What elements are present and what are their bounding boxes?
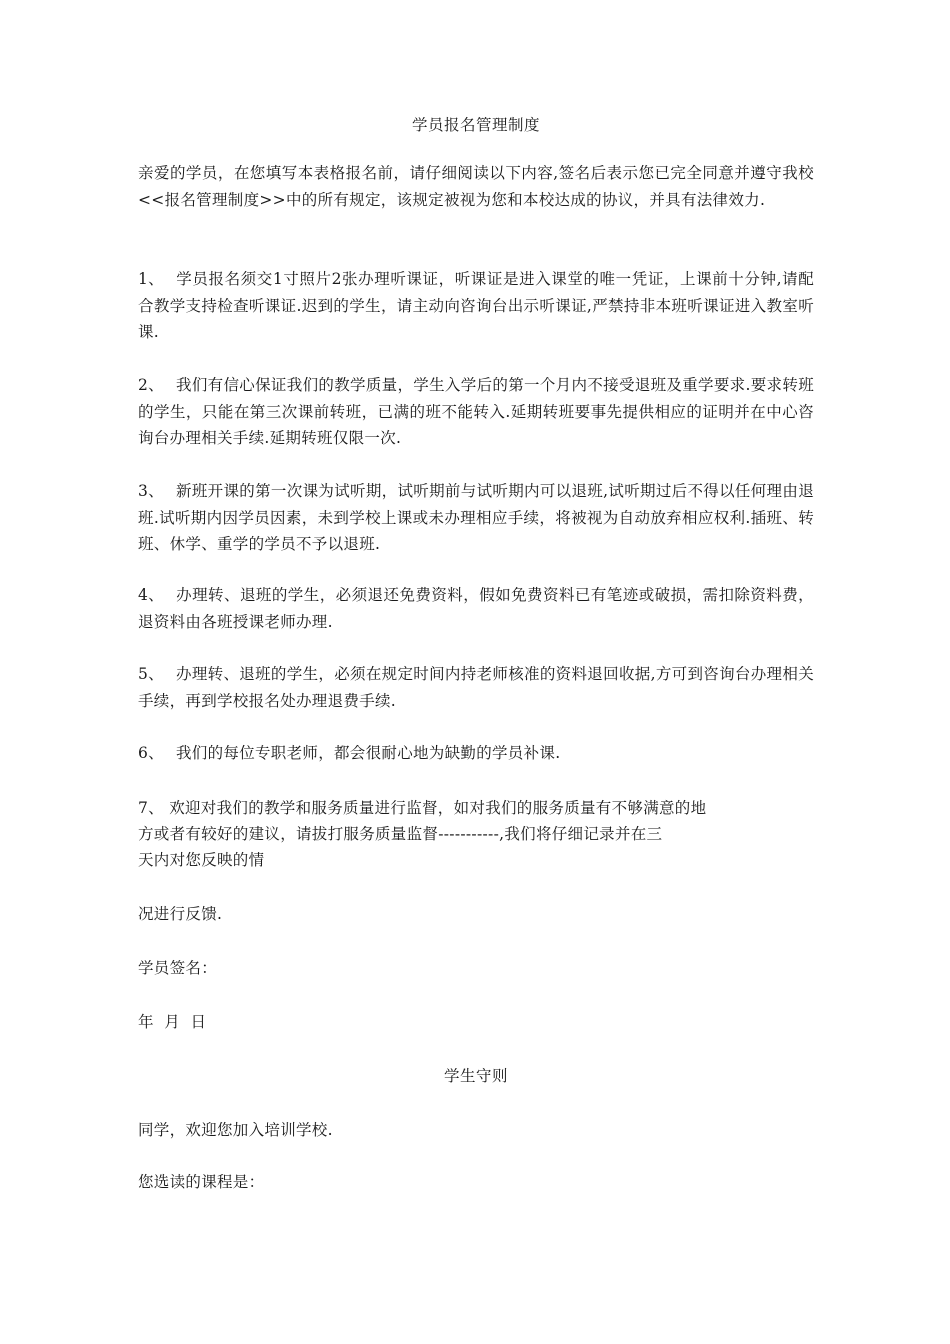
course-label: 您选读的课程是： [138,1173,265,1191]
rule-7-line-4: 况进行反馈. [138,905,223,923]
rule-number: 2、 [138,376,164,394]
rule-text: 我们的每位专职老师，都会很耐心地为缺勤的学员补课. [176,744,561,762]
date-label: 年 月 日 [138,1013,207,1031]
rule-3 [138,478,814,558]
intro-paragraph: 亲爱的学员，在您填写本表格报名前，请仔细阅读以下内容,签名后表示您已完全同意并遵守我校<<报名管理制度>>中的所有规定，该规定被视为您和本校达成的协议，并具有法律效力. [138,164,814,209]
section-title-student-rules: 学生守则 [443,1067,508,1085]
rule-text: 办理转、退班的学生，必须在规定时间内持老师核准的资料退回收据,方可到咨询台办理相关手续，再到学校报名处办理退费手续. [138,665,814,710]
rule-number: 3、 [138,482,164,500]
welcome-text: 同学，欢迎您加入培训学校. [138,1121,333,1139]
rule-text: 办理转、退班的学生，必须退还免费资料，假如免费资料已有笔迹或破损，需扣除资料费，退资料由各班授课老师办理. [138,586,814,631]
signature-label: 学员签名： [138,959,218,977]
rule-5 [138,661,814,714]
rule-2 [138,372,814,452]
rule-1 [138,266,814,346]
rule-number: 5、 [138,665,164,683]
rule-number: 4、 [138,586,164,604]
document-title: 学员报名管理制度 [411,116,540,134]
rule-7-line-2: 方或者有较好的建议，请拔打服务质量监督-----------,我们将仔细记录并在三 [138,825,663,843]
rule-7-line-3: 天内对您反映的情 [138,851,265,869]
rule-6 [138,740,814,767]
rule-text: 学员报名须交1寸照片2张办理听课证，听课证是进入课堂的唯一凭证，上课前十分钟,请配合教学支持检查听课证.迟到的学生，请主动向咨询台出示听课证,严禁持非本班听课证进入教室听课. [138,270,814,341]
rule-4 [138,582,814,635]
rule-number: 6、 [138,744,164,762]
rule-text: 我们有信心保证我们的教学质量，学生入学后的第一个月内不接受退班及重学要求.要求转班的学生，只能在第三次课前转班，已满的班不能转入.延期转班要事先提供相应的证明并在中心咨询台办理相关手续.延期转班仅限一次. [138,376,814,447]
document-page [138,0,814,1344]
rule-number: 1、 [138,270,164,288]
rule-7-line-1: 7、 欢迎对我们的教学和服务质量进行监督，如对我们的服务质量有不够满意的地 [138,799,707,817]
rule-text: 新班开课的第一次课为试听期，试听期前与试听期内可以退班,试听期过后不得以任何理由退班.试听期内因学员因素，未到学校上课或未办理相应手续，将被视为自动放弃相应权利.插班、转班、休学、重学的学员不予以退班. [138,482,814,553]
